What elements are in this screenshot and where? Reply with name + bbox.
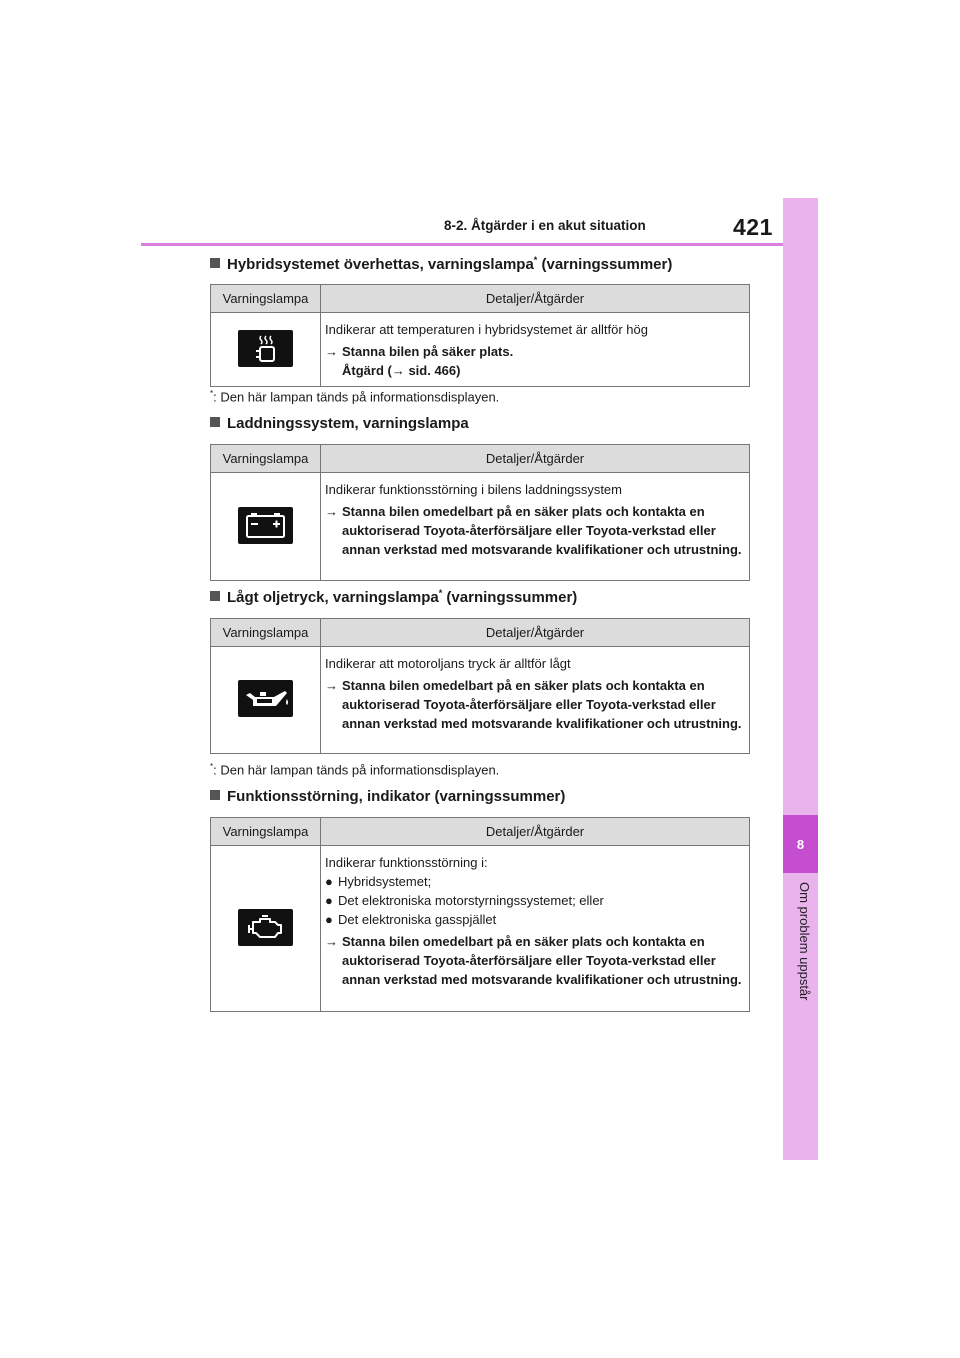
list-item: ● Det elektroniska motorstyrningssystemet; eller [325, 893, 604, 908]
footnote: *: Den här lampan tänds på informationsdisplayen. [210, 389, 500, 405]
lamp-description: Indikerar att temperaturen i hybridsystemet är alltför hög [325, 322, 648, 337]
lamp-description: Indikerar funktionsstörning i: [325, 855, 488, 870]
square-bullet-icon [210, 790, 220, 800]
column-header-lamp: Varningslampa [211, 445, 321, 473]
action-instruction: → Stanna bilen omedelbart på en säker plats och kontakta en auktoriserad Toyota-återförsäljare eller Toyota-verkstad eller annan verkstad med motsvarande kvalifikationer och utrustning. [325, 504, 742, 557]
lamp-description: Indikerar funktionsstörning i bilens laddningssystem [325, 482, 622, 497]
action-instruction: → Stanna bilen omedelbart på en säker plats och kontakta en auktoriserad Toyota-återförsäljare eller Toyota-verkstad eller annan verkstad med motsvarande kvalifikationer och utrustning. [325, 678, 742, 731]
column-header-lamp: Varningslampa [211, 818, 321, 846]
square-bullet-icon [210, 417, 220, 427]
list-item: ● Hybridsystemet; [325, 874, 432, 889]
column-header-details: Detaljer/Åtgärder [321, 818, 750, 846]
column-header-details: Detaljer/Åtgärder [321, 445, 750, 473]
warning-table-hybrid-overheat [210, 284, 750, 387]
column-header-lamp: Varningslampa [211, 619, 321, 647]
action-instruction: → Stanna bilen på säker plats. Åtgärd (→ sid. 466) [325, 344, 514, 378]
warning-table-oil-pressure [210, 618, 750, 754]
bullet-dot-icon: ● [325, 912, 333, 927]
section-title: 8-2. Åtgärder i en akut situation [444, 218, 646, 233]
battery-icon [238, 507, 293, 544]
square-bullet-icon [210, 258, 220, 268]
lamp-description: Indikerar att motoroljans tryck är alltför lågt [325, 656, 571, 671]
action-instruction: → Stanna bilen omedelbart på en säker plats och kontakta en auktoriserad Toyota-återförsäljare eller Toyota-verkstad eller annan verkstad med motsvarande kvalifikationer och utrustning. [325, 934, 742, 987]
section-heading-hybrid-overheat: Hybridsystemet överhettas, varningslampa* (varningssummer) [210, 255, 672, 273]
header-rule [141, 243, 783, 246]
chapter-number: 8 [783, 815, 818, 873]
page-number: 421 [733, 214, 773, 240]
chapter-title: Om problem uppstår [797, 882, 812, 1001]
section-heading-oil-pressure: Lågt oljetryck, varningslampa* (varningssummer) [210, 588, 577, 606]
section-heading-charging: Laddningssystem, varningslampa [210, 415, 469, 432]
warning-table-charging [210, 444, 750, 581]
square-bullet-icon [210, 591, 220, 601]
check-engine-icon [238, 909, 293, 946]
bullet-dot-icon: ● [325, 893, 333, 908]
column-header-lamp: Varningslampa [211, 285, 321, 313]
warning-table-malfunction [210, 817, 750, 1012]
section-heading-malfunction: Funktionsstörning, indikator (varningssummer) [210, 788, 565, 805]
column-header-details: Detaljer/Åtgärder [321, 285, 750, 313]
oil-can-icon [238, 680, 293, 717]
hybrid-overheat-icon [238, 330, 293, 367]
column-header-details: Detaljer/Åtgärder [321, 619, 750, 647]
list-item: ● Det elektroniska gasspjället [325, 912, 497, 927]
footnote: *: Den här lampan tänds på informationsdisplayen. [210, 762, 500, 778]
bullet-dot-icon: ● [325, 874, 333, 889]
